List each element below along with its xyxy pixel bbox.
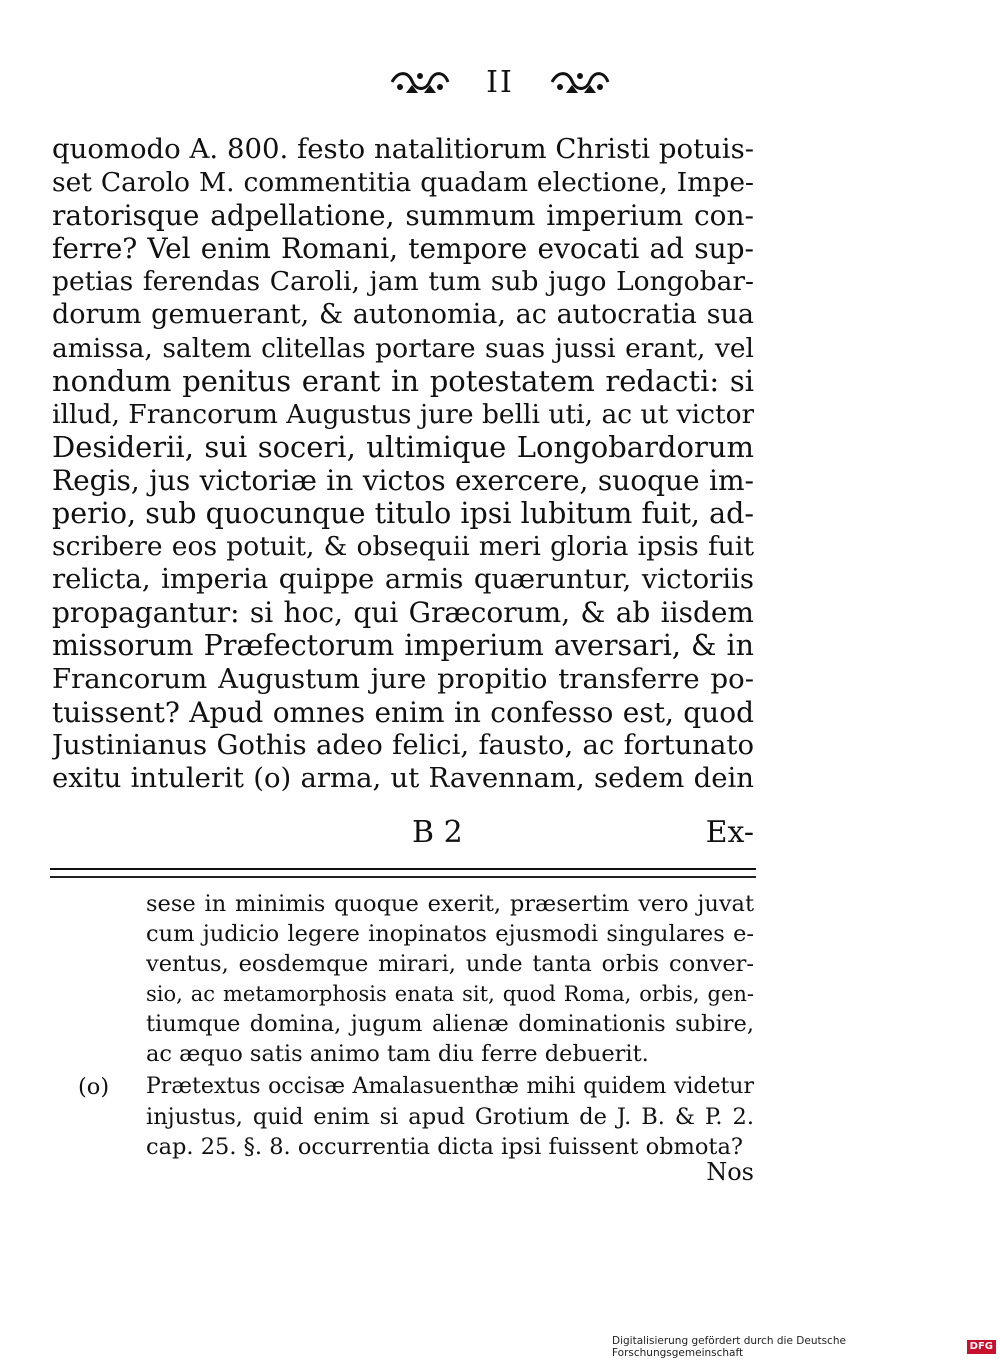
body-line: relicta, imperia quippe armis quæruntur, victoriis	[52, 563, 754, 596]
body-line: quomodo A. 800. festo natalitiorum Christi potuis-	[52, 133, 754, 165]
footnote-line: injustus, quid enim si apud Grotium de J. B. & P. 2.	[146, 1104, 754, 1130]
body-line: petias ferendas Caroli, jam tum sub jugo Longobar-	[52, 266, 754, 298]
funding-banner	[612, 1335, 996, 1359]
body-line: Francorum Augustum jure propitio transferre po-	[52, 662, 754, 695]
footnote-line: ventus, eosdemque mirari, unde tanta orbis conver-	[146, 951, 754, 977]
body-text	[52, 133, 754, 795]
body-line: propagantur: si hoc, qui Græcorum, & ab iisdem	[52, 596, 754, 630]
footnote-continuation	[146, 889, 754, 1069]
footnote-line: sese in minimis quoque exerit, præsertim vero juvat	[146, 891, 754, 917]
signature-line	[52, 815, 754, 850]
body-line: set Carolo M. commentitia quadam electione, Impe-	[52, 167, 754, 199]
footnote-line: Prætextus occisæ Amalasuenthæ mihi quidem videtur	[146, 1074, 754, 1099]
footnote-line: cap. 25. §. 8. occurrentia dicta ipsi fuissent obmota?	[146, 1134, 743, 1160]
footnote-rule-top	[50, 868, 756, 870]
body-line: illud, Francorum Augustus jure belli uti, ac ut victor	[52, 398, 754, 430]
body-line: perio, sub quocunque titulo ipsi lubitum fuit, ad-	[52, 497, 754, 531]
body-line: exitu intulerit (o) arma, ut Ravennam, sedem dein	[52, 761, 754, 794]
footnote-marker: (o)	[78, 1074, 110, 1100]
body-line: Regis, jus victoriæ in victos exercere, suoque im-	[52, 463, 754, 497]
funding-text: Digitalisierung gefördert durch die Deutsche Forschungsgemeinschaft	[612, 1335, 846, 1359]
body-line: tuissent? Apud omnes enim in confesso est, quod	[52, 695, 754, 729]
footnote-line: cum judicio legere inopinatos ejusmodi singulares e-	[146, 921, 754, 947]
footnote-line: sio, ac metamorphosis enata sit, quod Roma, orbis, gen-	[146, 982, 754, 1006]
page-header	[0, 62, 1000, 102]
dfg-logo-icon: DFG	[967, 1340, 996, 1354]
body-line: nondum penitus erant in potestatem redacti: si	[52, 364, 754, 398]
footnote-catchword: Nos	[706, 1158, 754, 1186]
footnote-o	[78, 1072, 754, 1162]
body-line: Desiderii, sui soceri, ultimique Longobardorum	[52, 430, 754, 464]
body-line: scribere eos potuit, & obsequii meri gloria ipsis fuit	[52, 531, 754, 563]
footnote-rule-bottom	[50, 876, 756, 878]
fleuron-ornament-right-icon	[548, 67, 612, 97]
body-line: ratorisque adpellatione, summum imperium con-	[52, 199, 754, 233]
body-line: missorum Præfectorum imperium aversari, & in	[52, 629, 754, 663]
body-line: Justinianus Gothis adeo felici, fausto, ac fortunato	[52, 728, 754, 761]
catchword: Ex-	[705, 815, 754, 850]
fleuron-ornament-left-icon	[388, 67, 452, 97]
page-number: II	[486, 64, 514, 100]
body-line: ferre? Vel enim Romani, tempore evocati ad sup-	[52, 232, 754, 266]
footnote-line: tiumque domina, jugum alienæ dominationis subire,	[146, 1011, 754, 1037]
signature-mark: B 2	[412, 815, 463, 850]
body-line: dorum gemuerant, & autonomia, ac autocratia sua	[52, 299, 754, 331]
body-line: amissa, saltem clitellas portare suas jussi erant, vel	[52, 332, 754, 364]
footnote-line: ac æquo satis animo tam diu ferre debuerit.	[146, 1041, 649, 1067]
